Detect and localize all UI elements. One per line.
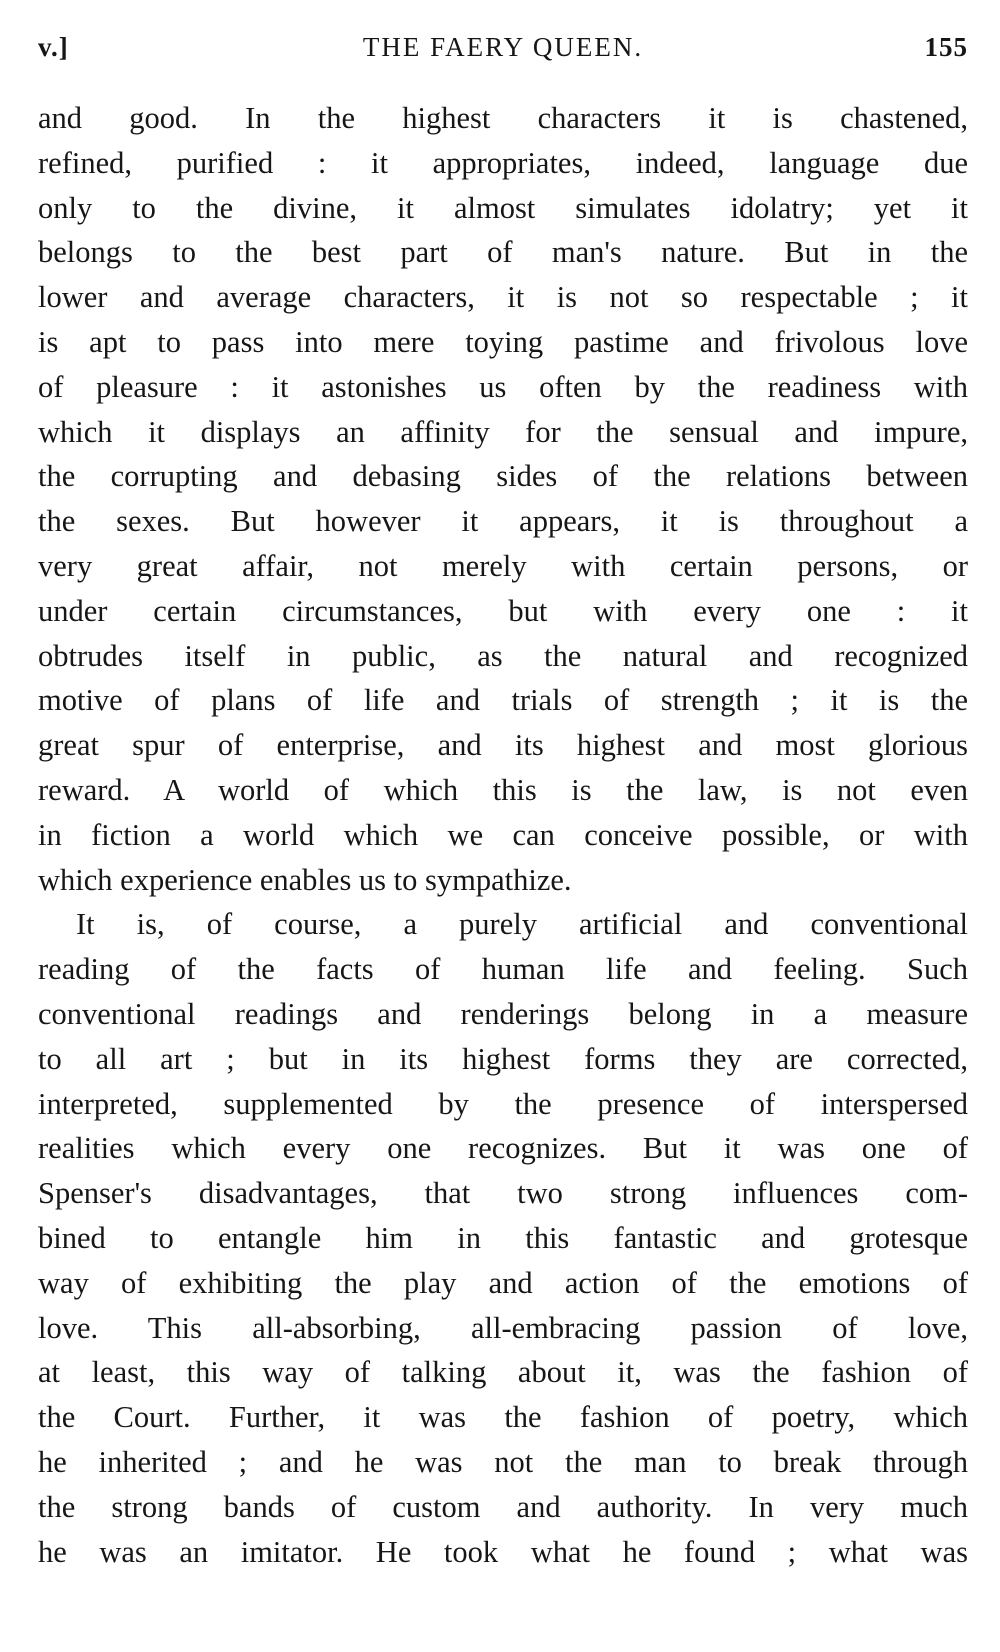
text-line: under certain circumstances, but with every one : it: [38, 593, 968, 628]
text-line: he inherited ; and he was not the man to break through: [38, 1444, 968, 1479]
text-line: which experience enables us to sympathize.: [38, 862, 572, 897]
text-line: belongs to the best part of man's nature. But in the: [38, 235, 968, 270]
text-line: great spur of enterprise, and its highest and most glorious: [38, 728, 968, 763]
text-line: reading of the facts of human life and feeling. Such: [38, 952, 968, 987]
text-line: the corrupting and debasing sides of the relations between: [38, 459, 968, 494]
paragraph-1: [38, 96, 968, 902]
text-line: bined to entangle him in this fantastic and grotesque: [38, 1220, 968, 1255]
text-line: only to the divine, it almost simulates idolatry; yet it: [38, 190, 968, 225]
text-line: which it displays an affinity for the sensual and impure,: [38, 414, 968, 449]
text-line: interpreted, supplemented by the presence of interspersed: [38, 1086, 968, 1121]
text-line: at least, this way of talking about it, was the fashion of: [38, 1355, 968, 1390]
text-line: realities which every one recognizes. But it was one of: [38, 1131, 968, 1166]
text-line: obtrudes itself in public, as the natural and recognized: [38, 638, 968, 673]
running-title: THE FAERY QUEEN.: [362, 32, 644, 62]
text-line: conventional readings and renderings belong in a measure: [38, 996, 968, 1031]
page-number: 155: [924, 32, 968, 62]
text-line: Spenser's disadvantages, that two strong influences com-: [38, 1176, 968, 1211]
text-line: reward. A world of which this is the law, is not even: [38, 772, 968, 807]
text-line: very great affair, not merely with certain persons, or: [38, 548, 968, 583]
text-line: the Court. Further, it was the fashion of poetry, which: [38, 1400, 968, 1435]
text-line: is apt to pass into mere toying pastime and frivolous love: [38, 324, 968, 359]
text-line: to all art ; but in its highest forms they are corrected,: [38, 1041, 968, 1076]
text-line: lower and average characters, it is not so respectable ; it: [38, 280, 968, 315]
text-line: way of exhibiting the play and action of the emotions of: [38, 1265, 968, 1300]
text-line: refined, purified : it appropriates, indeed, language due: [38, 145, 968, 180]
text-line: motive of plans of life and trials of strength ; it is the: [38, 683, 968, 718]
text-line: the strong bands of custom and authority. In very much: [38, 1489, 968, 1524]
paragraph-2: [38, 902, 968, 1574]
text-line: he was an imitator. He took what he found ; what was: [38, 1534, 968, 1569]
text-line: love. This all-absorbing, all-embracing passion of love,: [38, 1310, 968, 1345]
text-line: of pleasure : it astonishes us often by the readiness with: [38, 369, 968, 404]
text-line: It is, of course, a purely artificial and conventional: [76, 907, 968, 942]
text-line: and good. In the highest characters it is chastened,: [38, 101, 968, 135]
body-text: [38, 96, 968, 1574]
text-line: in fiction a world which we can conceive possible, or with: [38, 817, 968, 852]
text-line: the sexes. But however it appears, it is throughout a: [38, 504, 968, 539]
running-head: [38, 28, 968, 72]
chapter-marker: v.]: [38, 32, 69, 62]
book-page: [38, 28, 968, 1574]
